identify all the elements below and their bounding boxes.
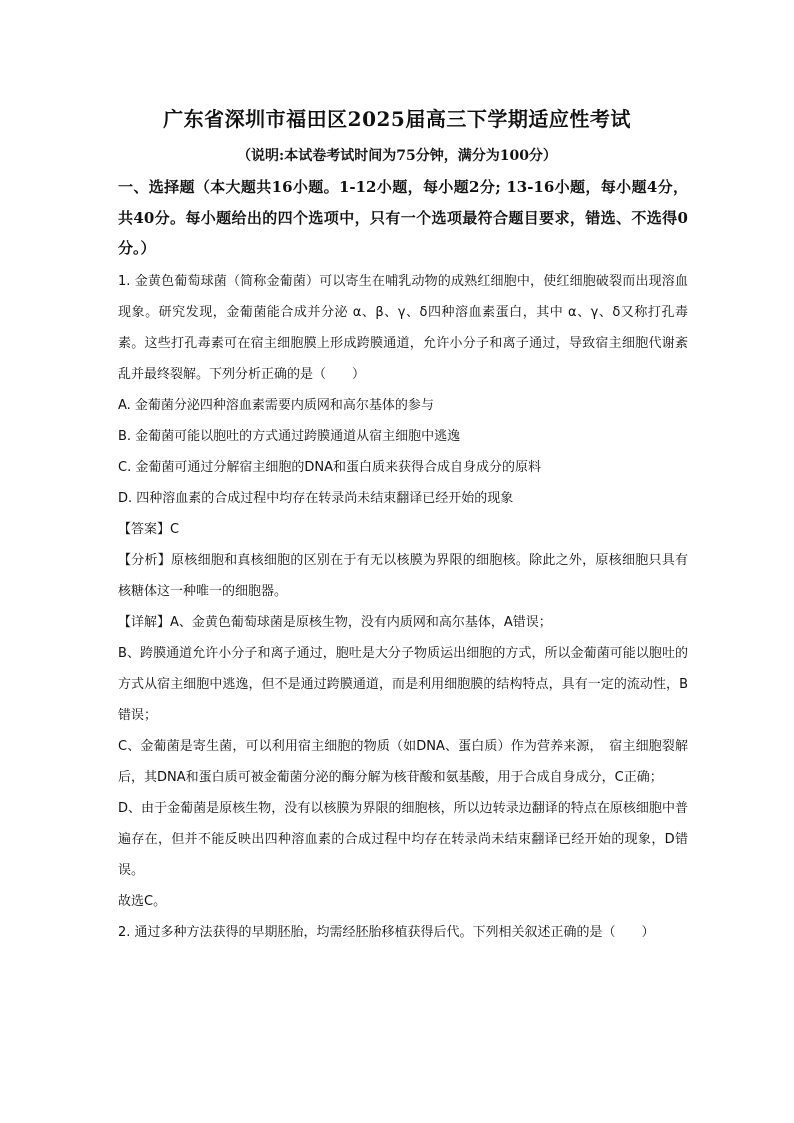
- question-2-stem: 2. 通过多种方法获得的早期胚胎，均需经胚胎移植获得后代。下列相关叙述正确的是（ ）: [118, 924, 655, 940]
- question-1-option-d: D. 四种溶血素的合成过程中均存在转录尚未结束翻译已经开始的现象: [118, 490, 514, 506]
- question-1-answer: 【答案】C: [118, 521, 180, 537]
- question-1-stem: 1. 金黄色葡萄球菌（简称金葡菌）可以寄生在哺乳动物的成熟红细胞中，使红细胞破裂而出现溶血现象。研究发现，金葡菌能合成并分泌 α、β、γ、δ四种溶血素蛋白，其中 α、γ、δ又称打孔毒素。这些打孔毒素可在宿主细胞膜上形成跨膜通道，允许小分子和离子通过，导致宿主细胞代谢紊乱并最终裂解。下列分析正确的是（ ）: [118, 273, 688, 382]
- question-1-option-c: C. 金葡菌可通过分解宿主细胞的DNA和蛋白质来获得合成自身成分的原料: [118, 459, 541, 475]
- section-heading: 一、选择题（本大题共16小题。1-12小题，每小题2分; 13-16小题，每小题4分，共40分。每小题给出的四个选项中，只有一个选项最符合题目要求，错选、不选得0分。）: [118, 178, 688, 257]
- question-1-detail-a: 【详解】A、金黄色葡萄球菌是原核生物，没有内质网和高尔基体，A错误；: [118, 614, 552, 630]
- page-title: 广东省深圳市福田区2025届高三下学期适应性考试: [163, 107, 631, 131]
- question-1-conclusion: 故选C。: [118, 893, 167, 909]
- page-subtitle: （说明:本试卷考试时间为75分钟，满分为100分）: [237, 148, 557, 164]
- question-1-analysis: 【分析】原核细胞和真核细胞的区别在于有无以核膜为界限的细胞核。除此之外，原核细胞只具有核糖体这一种唯一的细胞器。: [118, 552, 688, 599]
- document-body: [118, 172, 688, 948]
- question-1-detail-d: D、由于金葡菌是原核生物，没有以核膜为界限的细胞核，所以边转录边翻译的特点在原核细胞中普遍存在，但并不能反映出四种溶血素的合成过程中均存在转录尚未结束翻译已经开始的现象，D错误。: [118, 800, 688, 878]
- question-1-detail-b: B、跨膜通道允许小分子和离子通过，胞吐是大分子物质运出细胞的方式，所以金葡菌可能以胞吐的方式从宿主细胞中逃逸，但不是通过跨膜通道，而是利用细胞膜的结构特点，具有一定的流动性，B错误；: [118, 645, 688, 723]
- question-1-option-b: B. 金葡菌可能以胞吐的方式通过跨膜通道从宿主细胞中逃逸: [118, 428, 461, 444]
- question-1-detail-c: C、金葡菌是寄生菌，可以利用宿主细胞的物质（如DNA、蛋白质）作为营养来源， 宿主细胞裂解后，其DNA和蛋白质可被金葡菌分泌的酶分解为核苷酸和氨基酸，用于合成自身成分，C正确；: [118, 738, 688, 785]
- question-1-option-a: A. 金葡菌分泌四种溶血素需要内质网和高尔基体的参与: [118, 397, 434, 413]
